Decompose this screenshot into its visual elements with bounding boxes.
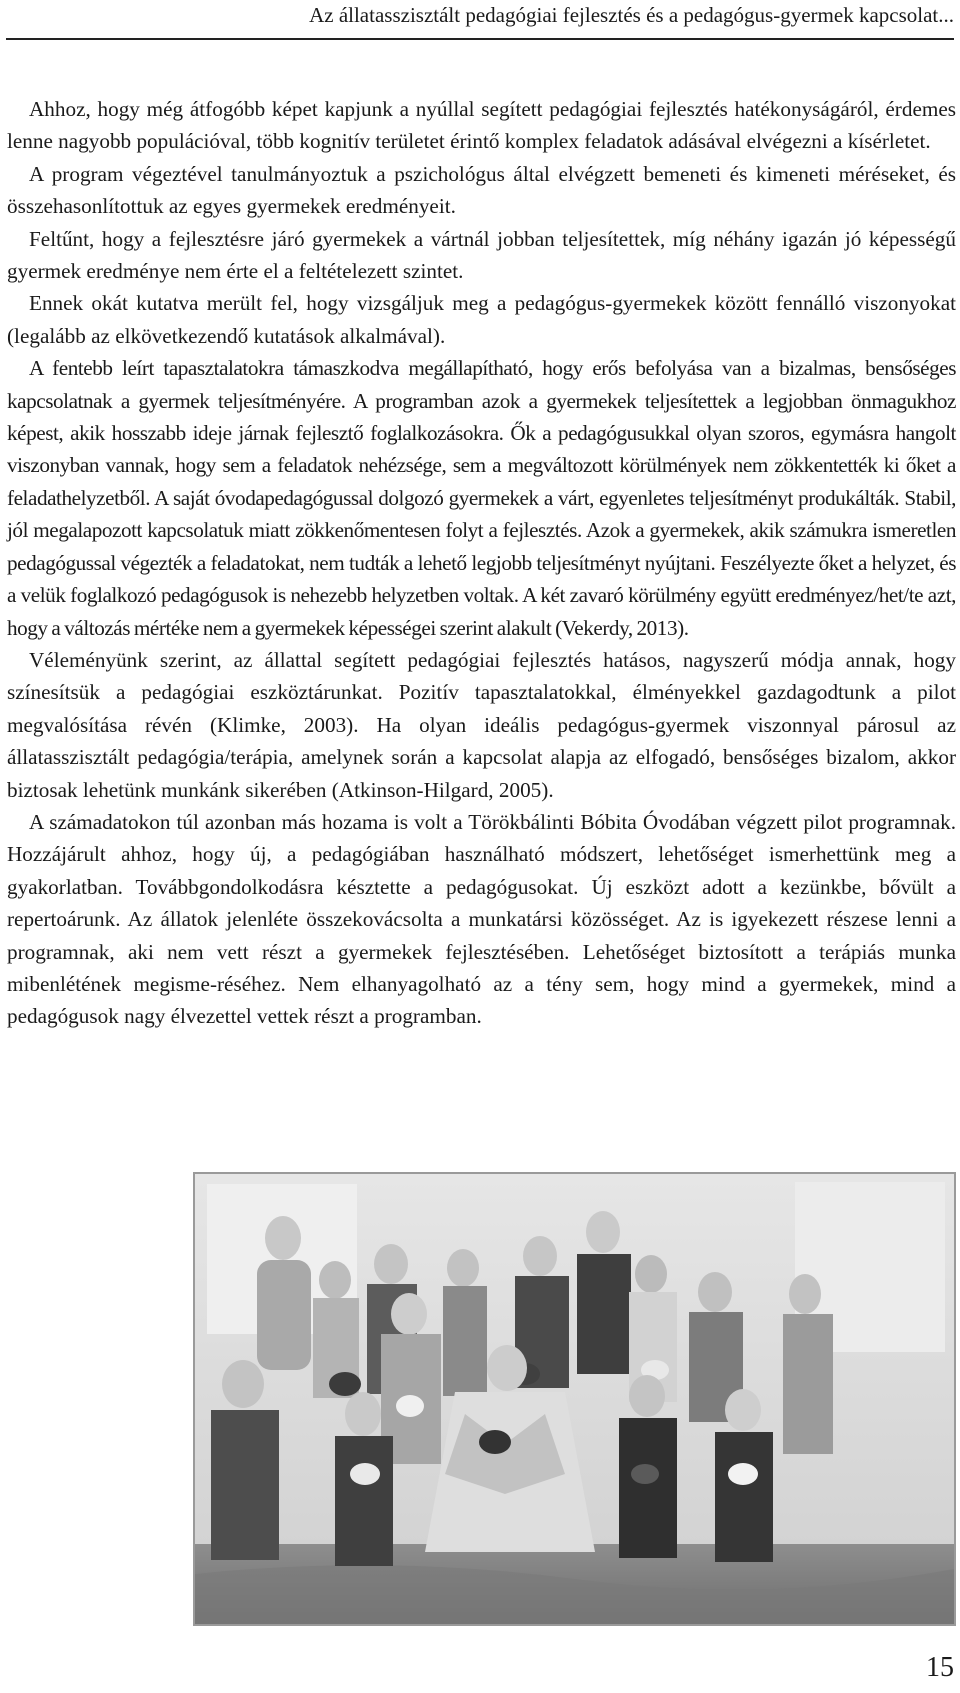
paragraph: Véleményünk szerint, az állattal segített pedagógiai fejlesztés hatásos, nagyszerű módja annak, hogy színesítsük a pedagógiai eszköztárunkat. Pozitív tapasztalatokkal, élményekkel gazdagodtunk a pilot megvalósítása révén (Klimke, 2003). Ha olyan ideális pedagógus-gyermek viszonnyal párosul az állatasszisztált pedagógia/terápia, amelynek során a kapcsolat alapja az elfogadó, bensőséges bizalom, akkor biztosak lehetünk munkánk sikerében (Atkinson-Hilgard, 2005). <box>7 647 956 802</box>
running-header-title: Az állatasszisztált pedagógiai fejlesztés és a pedagógus-gyermek kapcsolat... <box>309 3 954 27</box>
paragraph: A számadatokon túl azonban más hozama is volt a Törökbálinti Bóbita Óvodában végzett pilot programnak. Hozzájárult ahhoz, hogy új, a pedagógiában használható módszert, lehetőséget ismerhettünk meg a gyakorlatban. Továbbgondolkodásra késztette a pedagógusokat. Új eszközt adott a kezünkbe, bővült a repertoárunk. Az állatok jelenléte összekovácsolta a munkatársi közösséget. Az is igyekezett részese lenni a programnak, aki nem vett részt a gyermekek fejlesztésében. Lehetőséget biztosított a terápiás munka mibenlétének megisme-réséhez. Nem elhanyagolható az a tény sem, hogy mind a gyermekek, mind a pedagógusok nagy élvezettel vettek részt a programban. <box>7 809 956 1029</box>
page-number: 15 <box>926 1652 954 1683</box>
paragraph: Feltűnt, hogy a fejlesztésre járó gyermekek a vártnál jobban teljesítettek, míg néhány igazán jó képességű gyermek eredménye nem érte el a feltételezett szintet. <box>7 226 956 284</box>
paragraph: Ahhoz, hogy még átfogóbb képet kapjunk a nyúllal segített pedagógiai fejlesztés hatékonyságáról, érdemes lenne nagyobb populációval, több kognitív területet érintő komplex feladatok adásával elvégezni a kísérletet. <box>7 97 956 154</box>
body-text <box>7 93 956 1033</box>
group-photo <box>193 1172 956 1626</box>
running-header <box>6 0 954 40</box>
paragraph: A fentebb leírt tapasztalatokra támaszkodva megállapítható, hogy erős befolyása van a bizalmas, bensőséges kapcsolatnak a gyermek teljesítményére. A programban azok a gyermekek teljesítettek a legjobban önmagukhoz képest, akik hosszabb ideje járnak fejlesztő foglalkozásokra. Ők a pedagógusukkal olyan szoros, egymásra hangolt viszonyban vannak, hogy sem a feladatok nehézsége, sem a megváltozott körülmények nem zökkentették ki őket a feladathelyzetből. A saját óvodapedagógussal dolgozó gyermekek a várt, egyenletes teljesítményt produkálták. Stabil, jól megalapozott kapcsolatuk miatt zökkenőmentesen folyt a fejlesztés. Azok a gyermekek, akik számukra ismeretlen pedagógussal végezték a feladatokat, nem tudták a lehető legjobb teljesítményt nyújtani. Feszélyezte őket a helyzet, és a velük foglalkozó pedagógusok is nehezebb helyzetben voltak. A két zavaró körülmény együtt eredményez/het/te azt, hogy a változás mértéke nem a gyermekek képességei szerint alakult (Vekerdy, 2013). <box>7 356 956 640</box>
paragraph: Ennek okát kutatva merült fel, hogy vizsgáljuk meg a pedagógus-gyermekek között fennálló viszonyokat (legalább az elkövetkezendő kutatások alkalmával). <box>7 291 956 348</box>
paragraph: A program végeztével tanulmányoztuk a pszichológus által elvégzett bemeneti és kimeneti méréseket, és összehasonlítottuk az egyes gyermekek eredményeit. <box>7 161 956 219</box>
